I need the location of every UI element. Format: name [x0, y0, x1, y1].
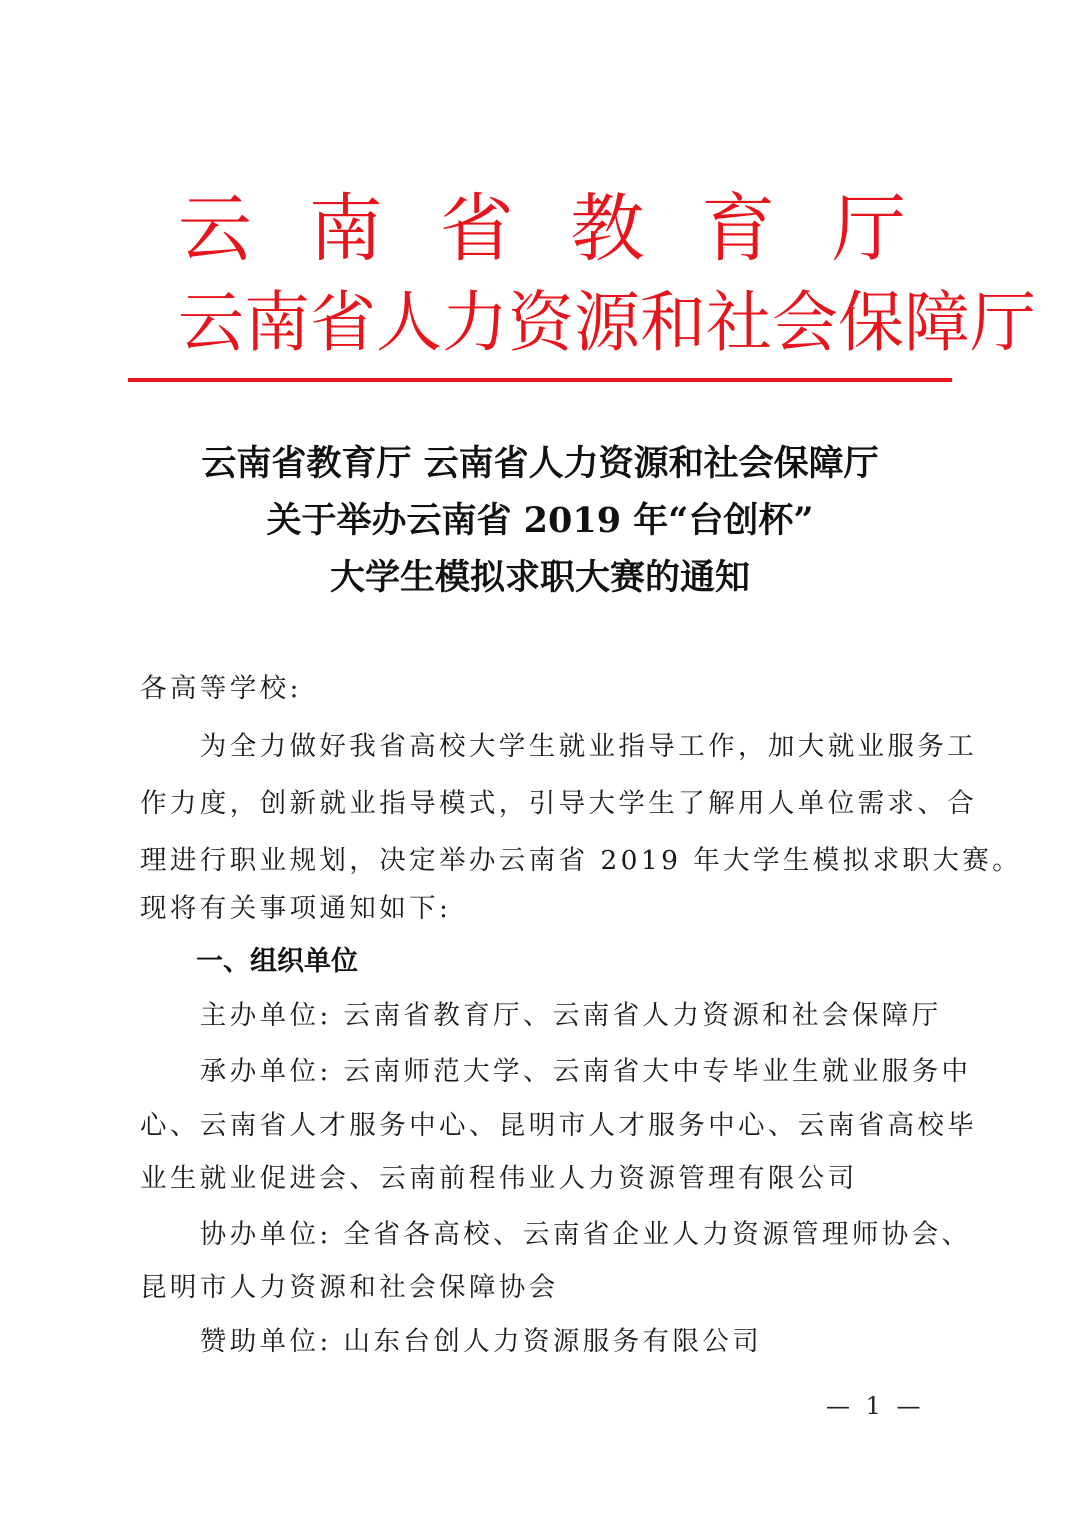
masthead-char: 和	[640, 284, 706, 361]
organizer-line: 主办单位: 云南省教育厅、云南省人力资源和社会保障厅	[140, 1000, 942, 1031]
document-title-line-3: 大学生模拟求职大赛的通知	[329, 557, 750, 598]
paragraph-line: 现将有关事项通知如下:	[140, 893, 452, 924]
paragraph-line: 理进行职业规划，决定举办云南省 2019 年大学生模拟求职大赛。	[140, 845, 1023, 876]
masthead-char: 南	[308, 186, 383, 272]
organizer-line: 协办单位: 全省各高校、云南省企业人力资源管理师协会、	[140, 1219, 972, 1250]
masthead-char: 厅	[970, 284, 1036, 361]
document-title-line-2: 关于举办云南省 2019 年“台创杯”	[266, 500, 814, 541]
salutation: 各高等学校:	[140, 673, 302, 704]
masthead-char: 省	[310, 284, 376, 361]
organizer-line: 承办单位: 云南师范大学、云南省大中专毕业生就业服务中	[140, 1056, 972, 1087]
masthead-education-department	[128, 188, 952, 270]
masthead-hr-department	[128, 282, 1036, 364]
masthead-char: 社	[706, 284, 772, 361]
document-title-line-1: 云南省教育厅 云南省人力资源和社会保障厅	[201, 443, 879, 484]
masthead-char: 保	[838, 284, 904, 361]
section-heading-organizers: 一、组织单位	[196, 946, 358, 977]
organizer-line: 心、云南省人才服务中心、昆明市人才服务中心、云南省高校毕	[140, 1110, 978, 1141]
masthead-char: 省	[439, 186, 514, 272]
organizer-line: 赞助单位: 山东台创人力资源服务有限公司	[140, 1326, 763, 1357]
organizer-line: 昆明市人力资源和社会保障协会	[140, 1272, 559, 1303]
masthead-char: 云	[178, 186, 252, 272]
masthead-char: 南	[244, 284, 310, 361]
masthead-char: 教	[570, 186, 645, 272]
red-divider-line	[128, 378, 952, 382]
masthead-char: 障	[904, 284, 970, 361]
masthead-char: 厅	[831, 186, 906, 272]
masthead-char: 人	[376, 284, 442, 361]
masthead-char: 育	[701, 186, 776, 272]
organizer-line: 业生就业促进会、云南前程伟业人力资源管理有限公司	[140, 1163, 858, 1194]
masthead-char: 资	[508, 284, 574, 361]
masthead-char: 云	[178, 284, 244, 361]
page-number: — 1 —	[826, 1392, 925, 1420]
paragraph-line: 作力度，创新就业指导模式，引导大学生了解用人单位需求、合	[140, 788, 978, 819]
masthead-char: 力	[442, 284, 508, 361]
masthead-char: 会	[772, 284, 838, 361]
paragraph-line: 为全力做好我省高校大学生就业指导工作，加大就业服务工	[140, 731, 978, 762]
masthead-char: 源	[574, 284, 640, 361]
